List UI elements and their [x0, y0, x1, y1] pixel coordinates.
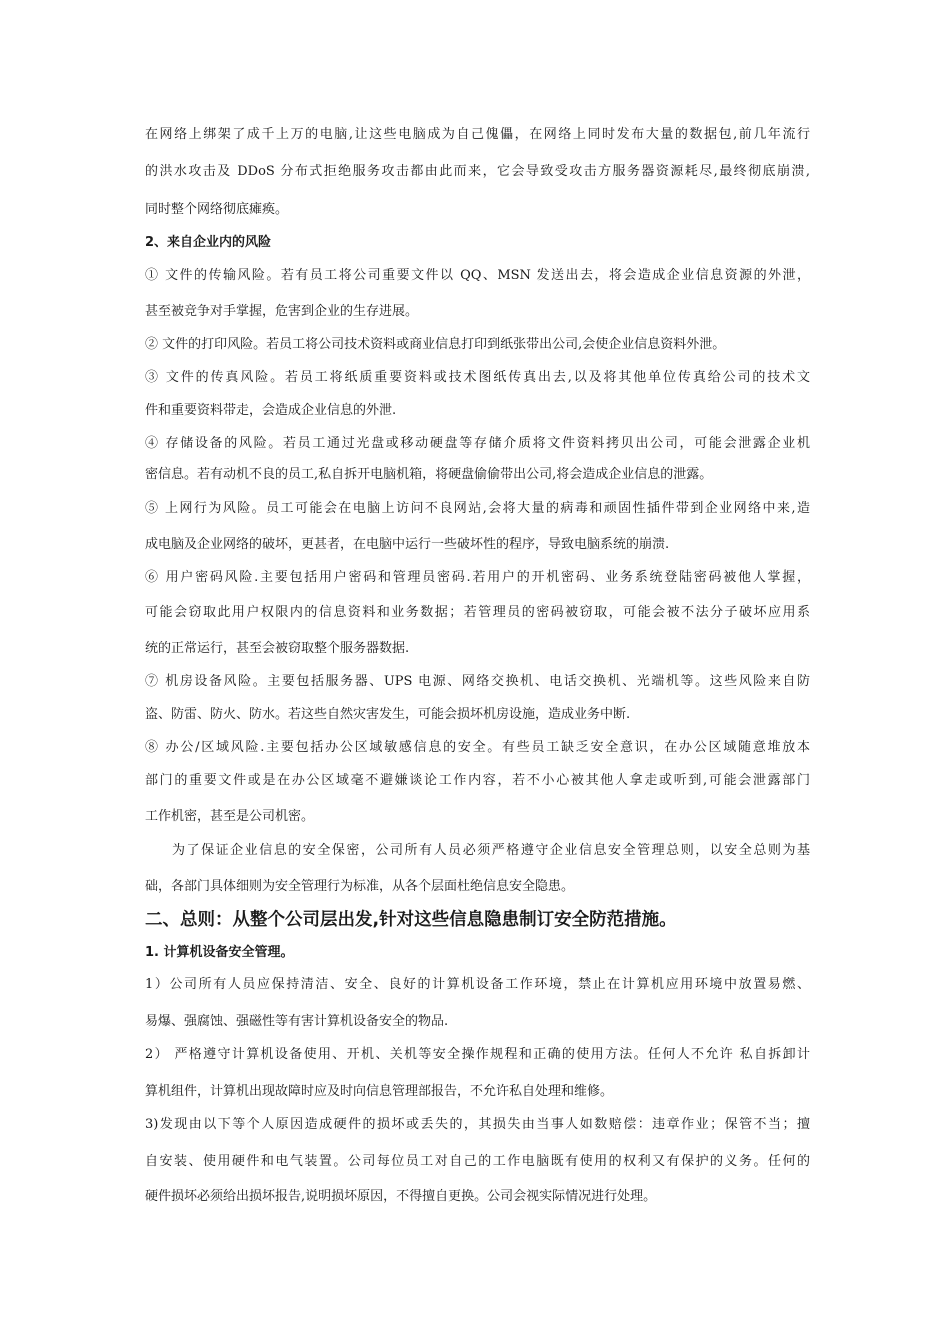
- paragraph-line: 2） 严格遵守计算机设备使用、开机、关机等安全操作规程和正确的使用方法。任何人不允许 私自拆卸计: [145, 1047, 810, 1062]
- paragraph-line: 硬件损坏必须给出损坏报告,说明损坏原因，不得擅自更换。公司会视实际情况进行处理。: [145, 1189, 657, 1204]
- paragraph-line: ② 文件的打印风险。若员工将公司技术资料或商业信息打印到纸张带出公司,会使企业信息资料外泄。: [145, 337, 726, 352]
- paragraph-line: 1）公司所有人员应保持清洁、安全、良好的计算机设备工作环境，禁止在计算机应用环境中放置易燃、: [145, 977, 810, 992]
- paragraph-line: 可能会窃取此用户权限内的信息资料和业务数据；若管理员的密码被窃取，可能会被不法分子破坏应用系: [145, 605, 810, 620]
- paragraph-line: 础，各部门具体细则为安全管理行为标准，从各个层面杜绝信息安全隐患。: [145, 879, 575, 894]
- paragraph-line: ④ 存储设备的风险。若员工通过光盘或移动硬盘等存储介质将文件资料拷贝出公司，可能会泄露企业机: [145, 436, 810, 451]
- paragraph-line: ③ 文件的传真风险。若员工将纸质重要资料或技术图纸传真出去,以及将其他单位传真给公司的技术文: [145, 370, 810, 385]
- paragraph-line: 盗、防雷、防火、防水。若这些自然灾害发生，可能会损坏机房设施，造成业务中断.: [145, 707, 631, 722]
- paragraph-line: 算机组件，计算机出现故障时应及时向信息管理部报告，不允许私自处理和维修。: [145, 1084, 614, 1099]
- paragraph-line: ⑧ 办公/区域风险.主要包括办公区域敏感信息的安全。有些员工缺乏安全意识，在办公区域随意堆放本: [145, 740, 810, 755]
- paragraph-line: ⑤ 上网行为风险。员工可能会在电脑上访问不良网站,会将大量的病毒和顽固性插件带到企业网络中来,造: [145, 501, 810, 516]
- paragraph-line: 同时整个网络彻底瘫痪。: [145, 202, 289, 217]
- paragraph-line: ⑦ 机房设备风险。主要包括服务器、UPS 电源、网络交换机、电话交换机、光端机等。这些风险来自防: [145, 674, 810, 689]
- paragraph-line: 自安装、使用硬件和电气装置。公司每位员工对自己的工作电脑既有使用的权利又有保护的义务。任何的: [145, 1154, 810, 1169]
- paragraph-line: 统的正常运行，甚至会被窃取整个服务器数据.: [145, 641, 410, 656]
- paragraph-line: ⑥ 用户密码风险.主要包括用户密码和管理员密码.若用户的开机密码、业务系统登陆密码被他人掌握，: [145, 570, 810, 585]
- paragraph-line: 甚至被竞争对手掌握，危害到企业的生存进展。: [145, 304, 419, 319]
- paragraph-line: 部门的重要文件或是在办公区域毫不避嫌谈论工作内容，若不小心被其他人拿走或听到,可能会泄露部门: [145, 773, 810, 788]
- paragraph-line: 密信息。若有动机不良的员工,私自拆开电脑机箱，将硬盘偷偷带出公司,将会造成企业信息的泄露。: [145, 467, 713, 482]
- paragraph-line: 3)发现由以下等个人原因造成硬件的损坏或丢失的，其损失由当事人如数赔偿：违章作业；保管不当；擅: [145, 1117, 810, 1132]
- paragraph-line: 为了保证企业信息的安全保密，公司所有人员必须严格遵守企业信息安全管理总则，以安全总则为基: [172, 843, 810, 858]
- paragraph-line: ① 文件的传输风险。若有员工将公司重要文件以 QQ、MSN 发送出去，将会造成企业信息资源的外泄，: [145, 268, 810, 283]
- paragraph-line: 易爆、强腐蚀、强磁性等有害计算机设备安全的物品.: [145, 1014, 449, 1029]
- section-heading: 1. 计算机设备安全管理。: [145, 945, 294, 960]
- paragraph-line: 工作机密，甚至是公司机密。: [145, 809, 315, 824]
- section-heading: 2、来自企业内的风险: [145, 235, 272, 250]
- paragraph-line: 在网络上绑架了成千上万的电脑,让这些电脑成为自己傀儡，在网络上同时发布大量的数据包,前几年流行: [145, 127, 810, 142]
- paragraph-line: 的洪水攻击及 DDoS 分布式拒绝服务攻击都由此而来，它会导致受攻击方服务器资源耗尽,最终彻底崩溃,: [145, 164, 810, 179]
- paragraph-line: 件和重要资料带走，会造成企业信息的外泄.: [145, 403, 397, 418]
- chapter-heading: 二、总则：从整个公司层出发,针对这些信息隐患制订安全防范措施。: [145, 910, 677, 930]
- paragraph-line: 成电脑及企业网络的破坏，更甚者，在电脑中运行一些破坏性的程序，导致电脑系统的崩溃.: [145, 537, 670, 552]
